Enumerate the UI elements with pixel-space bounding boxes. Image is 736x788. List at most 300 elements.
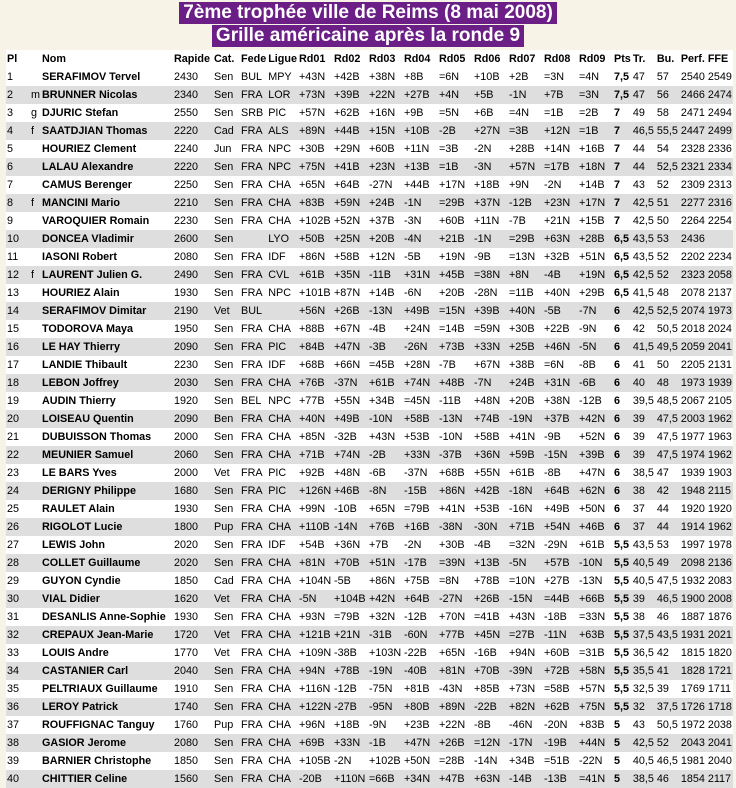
table-cell: 6,5 [613,266,632,284]
table-cell: 2309 [680,176,707,194]
table-cell: 54 [656,140,680,158]
table-cell: -7N [578,302,613,320]
table-cell: 29 [6,572,30,590]
table-cell: 36,5 [632,644,656,662]
table-cell: 7 [613,176,632,194]
table-cell: 38 [632,482,656,500]
table-cell: 1770 [173,644,213,662]
table-cell: +83B [578,716,613,734]
table-cell: 46,5 [656,752,680,770]
table-cell: 52 [656,266,680,284]
table-cell: +85B [473,680,508,698]
table-cell: 1800 [173,518,213,536]
table-cell: FRA [240,554,267,572]
table-cell: FRA [240,176,267,194]
table-cell: 1920 [680,500,707,518]
table-cell: +63N [543,230,578,248]
table-cell: +5B [473,86,508,104]
table-header-row [6,50,733,68]
table-cell: FRA [240,716,267,734]
table-cell: +92B [298,464,333,482]
table-row [6,734,733,752]
table-cell: +49B [543,500,578,518]
table-cell: -5N [298,590,333,608]
table-cell: 5,5 [613,572,632,590]
table-cell [30,176,41,194]
table-cell: 43,5 [632,230,656,248]
table-cell: 2090 [173,338,213,356]
table-cell: -38B [333,644,368,662]
table-cell: 2 [6,86,30,104]
table-cell: Sen [213,734,240,752]
table-cell: -95N [368,698,403,716]
table-cell: +35N [333,266,368,284]
table-cell: 1740 [173,698,213,716]
table-row [6,482,733,500]
table-cell: 46 [656,608,680,626]
table-cell: 35 [6,680,30,698]
table-cell: Vet [213,590,240,608]
table-cell: +104B [333,590,368,608]
table-cell: 1914 [680,518,707,536]
table-row [6,212,733,230]
table-cell: 2549 [707,68,733,86]
table-cell: 2136 [707,554,733,572]
table-row [6,284,733,302]
table-cell: Sen [213,500,240,518]
table-cell: 38,5 [632,770,656,788]
table-cell: 2447 [680,122,707,140]
table-cell: 19 [6,392,30,410]
table-cell: 41,5 [632,338,656,356]
table-cell: 1963 [707,428,733,446]
table-cell: DESANLIS Anne-Sophie [41,608,173,626]
column-header: Rd08 [543,50,578,68]
table-cell [30,572,41,590]
table-row [6,590,733,608]
table-cell: +58B [473,428,508,446]
table-cell: +30B [438,536,473,554]
table-cell [30,518,41,536]
table-row [6,428,733,446]
table-cell: =1B [578,122,613,140]
table-cell: 36 [6,698,30,716]
table-cell: Cad [213,122,240,140]
table-cell: =31B [578,644,613,662]
table-cell: +30B [508,320,543,338]
table-cell: +49B [403,302,438,320]
table-cell: FRA [240,284,267,302]
table-cell: 44 [632,140,656,158]
table-cell: =4N [578,68,613,86]
table-cell: +16N [368,104,403,122]
table-cell: 1815 [680,644,707,662]
table-cell: CREPAUX Jean-Marie [41,626,173,644]
table-cell [30,158,41,176]
table-cell: -7B [438,356,473,374]
table-cell: 7 [613,104,632,122]
table-cell: Sen [213,230,240,248]
table-body [6,68,733,788]
table-cell: 5,5 [613,698,632,716]
table-cell: -2N [543,176,578,194]
table-cell: FRA [240,734,267,752]
table-cell [30,698,41,716]
table-cell: =29B [508,230,543,248]
table-cell: FRA [240,410,267,428]
table-cell: 17 [6,356,30,374]
table-cell: 2494 [707,104,733,122]
table-cell: -5B [403,248,438,266]
table-cell: +18N [578,158,613,176]
table-cell: -18B [543,608,578,626]
column-header: Perf. [680,50,707,68]
table-cell: 24 [6,482,30,500]
table-cell: -18N [508,482,543,500]
table-cell: +96N [298,716,333,734]
table-cell: 13 [6,284,30,302]
table-cell: -17B [403,554,438,572]
title-line-1: 7ème trophée ville de Reims (8 mai 2008) [179,2,557,24]
table-cell: -14B [508,770,543,788]
table-cell: 52,5 [656,302,680,320]
column-header: Rd04 [403,50,438,68]
table-cell: =41N [578,770,613,788]
table-cell: 47,5 [656,428,680,446]
table-cell: 34 [6,662,30,680]
table-cell: 2220 [173,158,213,176]
table-cell: 39,5 [632,392,656,410]
table-cell: 46 [656,770,680,788]
table-cell: +36N [333,536,368,554]
table-cell: 1903 [707,464,733,482]
standings-table [6,50,733,788]
table-cell: BUL [240,68,267,86]
table-cell: +47N [403,734,438,752]
table-cell: CHA [267,590,298,608]
table-cell: +73B [438,338,473,356]
table-cell: 2083 [707,572,733,590]
table-cell: 41 [632,356,656,374]
table-cell: 2000 [173,464,213,482]
table-cell: 32 [632,698,656,716]
table-cell: +94N [298,662,333,680]
table-cell: +26B [333,302,368,320]
table-cell: CHA [267,752,298,770]
table-cell: +29B [578,284,613,302]
table-cell: 2038 [707,716,733,734]
table-cell: +61B [298,266,333,284]
table-cell: MEUNIER Samuel [41,446,173,464]
table-cell: 1931 [680,626,707,644]
table-cell: 1828 [680,662,707,680]
table-cell: +54N [543,518,578,536]
table-cell: +32B [543,248,578,266]
table-cell: +54B [298,536,333,554]
table-cell: 49 [632,104,656,122]
table-cell: 1978 [707,536,733,554]
column-header: Ligue [267,50,298,68]
table-cell: +33N [473,338,508,356]
table-cell: 5,5 [613,536,632,554]
table-cell: 30 [6,590,30,608]
table-cell: 1854 [680,770,707,788]
table-cell: 31 [6,608,30,626]
table-cell: PELTRIAUX Guillaume [41,680,173,698]
table-cell: +13B [473,554,508,572]
table-cell: VIAL Didier [41,590,173,608]
table-cell: +48N [333,464,368,482]
table-cell: 1974 [680,446,707,464]
table-cell: 1900 [680,590,707,608]
table-cell: 38 [6,734,30,752]
table-cell: FRA [240,500,267,518]
table-cell: GASIOR Jerome [41,734,173,752]
table-cell: 5,5 [613,554,632,572]
table-cell: +37N [473,194,508,212]
table-cell: +40N [508,302,543,320]
table-row [6,770,733,788]
table-cell: HOURIEZ Alain [41,284,173,302]
table-cell: +66N [333,356,368,374]
table-cell: =14B [438,320,473,338]
table-row [6,140,733,158]
table-cell: Pup [213,716,240,734]
table-cell: +101B [298,284,333,302]
column-header: Fede [240,50,267,68]
table-cell: 1962 [707,446,733,464]
table-cell: +8B [403,68,438,86]
table-cell: +26B [473,590,508,608]
table-cell: +70B [473,662,508,680]
table-cell: 2024 [707,320,733,338]
table-cell: 10 [6,230,30,248]
table-cell: 12 [6,266,30,284]
table-cell: 2210 [173,194,213,212]
table-cell: 2328 [680,140,707,158]
table-cell: +71B [298,446,333,464]
table-cell: +6B [473,104,508,122]
table-cell: -19B [543,734,578,752]
table-cell: +43N [368,428,403,446]
table-cell: -28N [473,284,508,302]
table-cell: +81N [298,554,333,572]
table-row [6,158,733,176]
table-cell: +103N [368,644,403,662]
table-cell: 43,5 [632,248,656,266]
table-cell: -2N [473,140,508,158]
table-cell: +68B [438,464,473,482]
table-cell: CHA [267,428,298,446]
table-cell: +56N [298,302,333,320]
table-cell: -29N [543,536,578,554]
table-cell: +23N [543,194,578,212]
table-cell: 1973 [707,302,733,320]
table-cell: +24B [508,374,543,392]
table-cell: -9N [368,716,403,734]
table-cell: +31N [543,374,578,392]
table-cell: 1711 [707,680,733,698]
table-cell: 6,5 [613,248,632,266]
table-cell: 2277 [680,194,707,212]
table-cell: +25B [508,338,543,356]
table-cell: -27N [368,176,403,194]
table-cell: 2067 [680,392,707,410]
table-cell: 38 [632,608,656,626]
table-cell: -8B [473,716,508,734]
table-cell: 39 [632,446,656,464]
table-cell: 52,5 [656,158,680,176]
table-cell: 6 [6,158,30,176]
table-cell: 1560 [173,770,213,788]
table-cell: +51N [578,248,613,266]
table-cell: +38N [368,68,403,86]
table-cell: +4N [438,86,473,104]
table-cell: IDF [267,536,298,554]
table-cell: +21N [333,626,368,644]
table-cell: 1820 [707,644,733,662]
table-cell: +38N [543,392,578,410]
table-cell: -2B [438,122,473,140]
table-cell: +9B [403,104,438,122]
table-cell: =2B [578,104,613,122]
table-cell: 1950 [173,320,213,338]
table-cell: +102B [368,752,403,770]
table-cell: +41N [508,428,543,446]
table-cell: +81B [403,680,438,698]
table-cell: 1850 [173,752,213,770]
table-cell: PIC [267,338,298,356]
table-cell: +10B [403,122,438,140]
table-cell: CHA [267,626,298,644]
table-cell: +77B [438,626,473,644]
table-cell: FRA [240,518,267,536]
table-cell: 16 [6,338,30,356]
table-cell: SERAFIMOV Dimitar [41,302,173,320]
table-cell: +15N [368,122,403,140]
table-cell: 18 [6,374,30,392]
table-cell: 2321 [680,158,707,176]
table-cell: 6 [613,320,632,338]
table-cell: +38B [508,356,543,374]
table-cell: +37B [368,212,403,230]
table-cell: =29B [438,194,473,212]
table-cell: 1930 [173,284,213,302]
table-cell: 5,5 [613,590,632,608]
table-cell: +12N [368,248,403,266]
table-cell: +126N [298,482,333,500]
table-cell: 6 [613,356,632,374]
table-cell: LOR [267,86,298,104]
table-cell: -1B [368,734,403,752]
table-cell: -12B [578,392,613,410]
table-cell: Sen [213,338,240,356]
table-cell: +73N [508,680,543,698]
table-cell: =45B [368,356,403,374]
table-cell: Sen [213,176,240,194]
table-cell [30,734,41,752]
table-cell: -22B [473,698,508,716]
table-cell: +62B [333,104,368,122]
table-cell: +44B [403,176,438,194]
table-cell: 7 [613,158,632,176]
table-cell: 6 [613,374,632,392]
table-cell: 2059 [680,338,707,356]
table-cell: 2131 [707,356,733,374]
table-cell: 2020 [173,536,213,554]
table-cell: +99N [298,500,333,518]
table-cell: +82N [508,698,543,716]
table-cell: 2240 [173,140,213,158]
table-cell: 48,5 [656,392,680,410]
table-cell: 26 [6,518,30,536]
table-cell: -5N [508,554,543,572]
table-cell: 52 [656,248,680,266]
table-cell: +46B [333,482,368,500]
table-cell: RIGOLOT Lucie [41,518,173,536]
table-cell: =33N [578,608,613,626]
table-cell: -15N [508,590,543,608]
table-cell: FRA [240,536,267,554]
table-cell: 5 [613,716,632,734]
table-cell: 42 [656,644,680,662]
column-header: Bu. [656,50,680,68]
table-cell: 40 [632,374,656,392]
table-cell [30,230,41,248]
table-cell: +69B [298,734,333,752]
table-cell: LEWIS John [41,536,173,554]
table-cell: +59B [508,446,543,464]
table-cell: -2N [403,536,438,554]
column-header: Rd01 [298,50,333,68]
table-row [6,626,733,644]
table-cell: +33N [333,734,368,752]
table-cell: 2205 [680,356,707,374]
table-cell: +61B [508,464,543,482]
table-cell: 6 [613,446,632,464]
table-cell: Sen [213,608,240,626]
table-cell: =41B [473,608,508,626]
table-row [6,392,733,410]
table-cell: +25N [333,230,368,248]
table-cell: +60B [543,644,578,662]
table-cell: +41N [438,500,473,518]
table-cell [30,536,41,554]
table-cell: -13N [578,572,613,590]
table-cell: 40,5 [632,752,656,770]
table-cell: -5B [543,302,578,320]
column-header: Rd03 [368,50,403,68]
table-cell: 6 [613,392,632,410]
table-cell: 39 [632,410,656,428]
table-cell: 15 [6,320,30,338]
table-cell: Vet [213,626,240,644]
table-cell: CHA [267,716,298,734]
table-cell: Sen [213,752,240,770]
table-cell: MANCINI Mario [41,194,173,212]
table-cell: PIC [267,104,298,122]
table-cell: +80B [403,698,438,716]
table-cell: 32 [6,626,30,644]
table-cell: -9B [543,428,578,446]
table-cell: 50,5 [656,320,680,338]
table-cell: +122N [298,698,333,716]
table-cell: FRA [240,122,267,140]
table-cell: FRA [240,644,267,662]
table-cell: RAULET Alain [41,500,173,518]
table-cell: +47N [333,338,368,356]
table-cell: 20 [6,410,30,428]
